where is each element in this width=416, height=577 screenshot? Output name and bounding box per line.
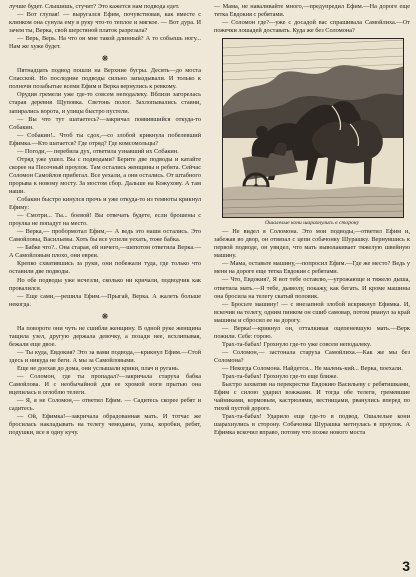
paragraph: — Еще сами,—решила Ефим.—Прыгай, Верка. А жалеть больше некогда. xyxy=(9,292,201,308)
paragraph: Трах-та-бабах! Грохнуло где-то еще ближе. xyxy=(222,373,338,381)
paragraph: — Не видел я Соломона. Это мои подводы,—ответил Ефим и, забежав во двор, он отвязал с цепи собачонку Шурашку. Вернувшись к первой подводе, он увидел, что мать выволакивает тяжелую швейную машину. xyxy=(214,228,410,260)
paragraph: — Смотри... Ты... боевой! Вы отвечать будете, если брошены с проулка не попадут на место. xyxy=(9,212,201,228)
paragraph: — Собакин!.. Чтоб ты сдох,—со злобой крикнула побелевший Ефимка.—Кто шатается? Где отряд? Где комсомольцы? xyxy=(9,131,201,147)
paragraph: — Соломон,— застонала старуха Самойлиха.—Как же мы без Соломона? xyxy=(214,348,410,364)
paragraph: Трах-та-бабах! Грохнуло где-то уже совсем неподалеку. xyxy=(222,340,372,348)
paragraph: Орудия гремели уже где-то совсем неподалеку. Вблизи загорелась старая деревня Щуповка. Светонь полог. Захлопывались ставни, запирались ворота, и улицы быстро пустели. xyxy=(9,91,201,115)
paragraph: — Вот глупая! — выругался Ефим, почувствовав, как вместе с клинком она сунула ему в руку что-то теплое и мягкое. — Вот дура. И зачем ты, Верка, свой шерстяной платок разрезала? xyxy=(9,11,201,35)
left-text-block-c xyxy=(9,325,201,438)
illustration-horses-cart xyxy=(222,38,404,218)
paragraph: — Погоди,— перебила дух, ответила узнавший их Собакин. xyxy=(17,147,179,155)
paragraph: — Ой, Ефимка!—закричала обрадованная мать. И тотчас же бросилась накладывать на телегу чемоданы, узлы, коробки, ребят, подушки, все в одну кучу. xyxy=(9,413,201,437)
paragraph: — Мама, оставьте машину,—попросил Ефим.—Где же место? Ведь у меня на дороге еще тетка Евдокия с ребятами. xyxy=(214,260,410,276)
paragraph: — Вы что тут шатаетесь?—закричал появившийся откуда-то Собакин. xyxy=(9,115,201,131)
section-separator: ❋ xyxy=(101,54,109,64)
right-column xyxy=(214,3,410,437)
page-number: 3 xyxy=(402,558,410,574)
paragraph: — Я, я не Соломон,— ответил Ефим. — Садитесь скорее ребят и садитесь. xyxy=(9,397,201,413)
left-column xyxy=(9,3,201,437)
paragraph: — Соломон, где ты пропадал?—закричала старуха бабка Самойлова. И с необычайной для ее хромой ноги прытью она вцепилась в оглоблю телеги. xyxy=(9,372,201,397)
paragraph: Быстро захватив на перекрестке Евдокию Васильеву с ребятишками, Ефим с силою ударил вожжами. И тогда обе телеги, гремевшие чайниками, кормовым, кастрюлями, вестницами, рванулись вперед по тихой пустой дороге. xyxy=(214,381,410,413)
left-text-block-a xyxy=(9,3,201,51)
paragraph: — Верка!—крикнул он, отталкивая оцепеневшую мать.—Верк пожили. Себе: горою. xyxy=(214,324,410,340)
right-text-block-b xyxy=(214,228,410,437)
right-text-block-a xyxy=(214,3,410,35)
paragraph: Трах-та-бабах! Ударило еще где-то в подвод. Ошалелые кони шарахнулись в сторону. Собачонка Шурашка метнулась в проулок. А Ефимка вскочил вправо, потому что позже нового моста xyxy=(214,413,410,437)
section-separator: ❋ xyxy=(101,311,109,321)
paragraph: Пятнадцать подвод пошли на Верхние бугры. Десять—до моста Спасской. Но последние подводы сильно запаздывали. И только к полночи позабытые всеми Ефим и Верка вернулись к ревкому. xyxy=(9,67,201,91)
left-text-block-b xyxy=(9,67,201,308)
illustration-caption: Ошалелые кони шарахнулись в сторону xyxy=(264,220,360,227)
paragraph: Собакин быстро кинулся прочь и уже откуда-то из темноты крикнул Ефиму: xyxy=(9,196,201,212)
paragraph: Еще не доехав до дома, они услышали крики, плач и ругань. xyxy=(17,364,180,372)
paragraph: Отряд уже ушел. Вы с подводами? Берите две подводы и катайте скорее на Песочный проулок. Там остались женщины и ребята. Сейчас Соломон Самойлов прибегал. Все уехали, а они остались. От штабного прорыва к новому мосту. За мостом сбор. Дальше на Кожухову. А там наши. xyxy=(9,155,201,195)
paragraph: — Что, Евдокия?, Я вот тебе оставлю,—угрожающе и тяжело дыша, ответила мать.—Я тебе, дьяволу, покажу, как бегать. И кроме машины она бросила на телегу скатый половик. xyxy=(214,276,410,300)
paragraph: — Мама, не наваливайте много,—предупредил Ефим.—На дороге еще тетка Евдокия с ребятами. xyxy=(214,3,410,19)
paragraph: — Соломон где?—уже с досадой вас спрашивала Самойлиха.—От пожечки лошадей доставать. Куда же без Соломона? xyxy=(214,19,410,35)
paragraph: лучше будет. Слышишь, стучит? Это кажется нам подвода едет. xyxy=(9,3,180,10)
paragraph: Но обе подводы уже исчезли, сколько ни кричали, подводчик как провалился. xyxy=(9,276,201,292)
paragraph: Крепко схватившись за руки, они побежали туда, где только что оставили две подводы. xyxy=(9,260,201,276)
paragraph: — Верь, Верь. На что он мне такой длинный? А то собьешь ногу... Нам же хуже будет. xyxy=(9,35,201,51)
paragraph: — Бросьте машину! — с внезапной злобой вскрикнул Ефимка. И, вскочив на телегу, одним пинком он сшиб самовар, потом рванул за край машины и сбросил ее на дорогу. xyxy=(214,300,410,324)
paragraph: — Ты куда, Евдокия? Это за вами подвода,—крикнул Ефим.—Стой здесь и никуда не беги. А мы за Самойловыми. xyxy=(9,348,201,364)
paragraph: — Некогда Соломона. Найдется... Не малень-кий... Верка, поехали. xyxy=(222,364,403,372)
paragraph: — Бабке что?.. Она старая, ей ничего,—шепотом ответила Верка.—А Самойловым плохо, они евреи. xyxy=(9,244,201,260)
paragraph: На повороте они чуть не сшибли женщину. В одной руке женщина тащила узел, другую держала девочку, а позади нее, всхлипывая, бежали еще двое. xyxy=(9,324,201,348)
paragraph: — Верка,— пробормотал Ефим,— А ведь это наши остались. Это Самойловы, Васильевы. Хоть бы все успели уехать, тоже бабка. xyxy=(9,228,201,244)
